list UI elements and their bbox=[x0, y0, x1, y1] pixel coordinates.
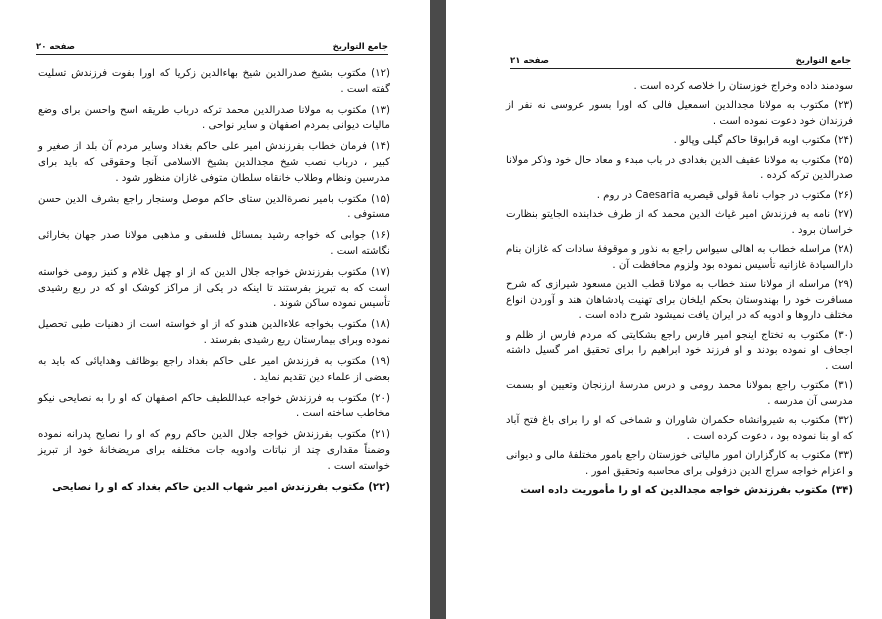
running-title: جامع التواریخ bbox=[795, 56, 851, 66]
entry: (۱۶) جوابی که خواجه رشید بمسائل فلسفی و مذهبی مولانا صدر جهان بخارائی نگاشته است . bbox=[38, 230, 390, 257]
entry: (۲۰) مکتوب به فرزندش خواجه عبداللطیف حاکم اصفهان که او را به نصایحی نیکو مخاطب ساخته است . bbox=[38, 392, 390, 420]
page-header bbox=[36, 42, 388, 55]
entry: سودمند داده وخراج خوزستان را خلاصه کرده است . bbox=[633, 81, 853, 92]
entry: (۱۸) مکتوب بخواجه علاءالدین هندو که از او خواسته است از دهنیات طبی تحصیل نموده وبرای بیمارستان ربع رشیدی بفرستد . bbox=[38, 319, 390, 346]
page-body bbox=[38, 66, 390, 501]
entry: (۲۴) مکتوب اوبه قرابوقا حاکم گیلی وپالو . bbox=[673, 135, 853, 147]
entry: (۲۹) مراسله از مولانا سند خطاب به مولانا قطب الدین مسعود شیرازی که شرح مسافرت خود را بهندوستان بحکم ایلخان برای تهنیت پادشاهان هند و آوردن انواع مختلف داروها و ادویه که در ایران یافت نمیشود شرح داده است . bbox=[506, 279, 853, 322]
entry: (۳۰) مکتوب به تختاج اینجو امیر فارس راجع بشکایتی که مردم فارس از ظلم و اجحاف او نموده بودند و او فرزند خود ابراهیم را برای تحقیق امر گسیل داشته است . bbox=[506, 329, 853, 372]
entry: (۳۲) مکتوب به شیروانشاه حکمران شاوران و شماخی که او را برای باغ فتح آباد که او بنا نموده بود ، دعوت کرده است . bbox=[506, 415, 853, 442]
right-book-page bbox=[446, 0, 882, 619]
entry: (۳۳) مکتوب به کارگزاران امور مالیاتی خوزستان راجع بامور مختلفهٔ مالی و دیوانی و اعزام خواجه سراج الدین دزفولی برای محاسبه وتحقیق امور . bbox=[506, 450, 853, 477]
entry: (۳۴) مکتوب بفرزندش خواجه مجدالدین که او را مأموریت داده است bbox=[520, 485, 853, 497]
left-book-page bbox=[0, 0, 430, 619]
entry: (۲۶) مکتوب در جواب نامهٔ قولی قیصریه Caesaria در روم . bbox=[596, 189, 853, 201]
entry: (۲۱) مکتوب بفرزندش خواجه جلال الدین حاکم روم که او را نصایح پدرانه نموده وضمناً مقداری چند از نباتات وادویه جات مختلفه برای مریضخانهٔ خود از تبریز خواسته است . bbox=[38, 429, 390, 472]
entry: (۱۲) مکتوب بشیخ صدرالدین شیخ بهاءالدین زکریا که اورا بفوت فرزندش تسلیت گفته است . bbox=[38, 68, 390, 95]
entry: (۳۱) مکتوب راجع بمولانا محمد رومی و درس مدرسهٔ ارزنجان وتعیین او بسمت مدرسی آن مدرسه . bbox=[506, 380, 853, 407]
entry: (۱۷) مکتوب بفرزندش خواجه جلال الدین که از او چهل غلام و کنیز رومی خواسته است که به تبریز بفرستند تا اینکه در یکی از مراکز کوشک او که در ربع رشیدی تأسیس نموده ساکن شوند . bbox=[38, 267, 390, 310]
running-title: جامع التواریخ bbox=[332, 42, 388, 52]
entry: (۱۵) مکتوب بامیر نصرةالدین ستای حاکم موصل وسنجار راجع بشرف الدین حسن مستوفی . bbox=[38, 193, 390, 221]
page-header bbox=[510, 56, 851, 69]
page-body bbox=[506, 79, 853, 503]
entry: (۲۳) مکتوب به مولانا مجدالدین اسمعیل فالی که اورا بسور عروسی نه نفر از فرزندان خود دعوت نموده است . bbox=[506, 100, 853, 127]
entry: (۲۸) مراسله خطاب به اهالی سیواس راجع به نذور و موقوفهٔ سادات که غازان بنام دارالسیادة غازانیه تأسیس نموده بود ولزوم محافظت آن . bbox=[506, 244, 853, 271]
entry: (۱۴) فرمان خطاب بفرزندش امیر علی حاکم بغداد وسایر مردم آن بلد از صغیر و کبیر ، درباب نصب شیخ مجدالدین بشیخ الاسلامی آنجا وحقوقی که باید برای مدرسین ونظام وطلاب خانقاه سلطان متوفی غازان منظور شود . bbox=[38, 141, 390, 184]
page-number: صفحه ۲۱ bbox=[510, 56, 549, 66]
entry: (۲۷) نامه به فرزندش امیر غیاث الدین محمد که از طرف خدابنده الجایتو بنظارت خراسان برود . bbox=[506, 209, 853, 236]
entry: (۱۹) مکتوب به فرزندش امیر علی حاکم بغداد راجع بوظائف وهدایائی که باید به بعضی از علماء دین تقدیم نماید . bbox=[38, 356, 390, 383]
page-number: صفحه ۲۰ bbox=[36, 42, 75, 52]
entry: (۱۳) مکتوب به مولانا صدرالدین محمد ترکه درباب طریقه اسح واحسن برای وضع مالیات دیوانی بمردم اصفهان و سایر نواحی . bbox=[38, 104, 390, 132]
book-gutter bbox=[430, 0, 446, 619]
entry: (۲۲) مکتوب بفرزندش امیر شهاب الدین حاکم بغداد که او را نصایحی bbox=[52, 481, 390, 493]
entry: (۲۵) مکتوب به مولانا عفیف الدین بغدادی در باب مبدء و معاد حال خود وذکر مولانا صدرالدین ترکه کرده . bbox=[506, 154, 853, 182]
